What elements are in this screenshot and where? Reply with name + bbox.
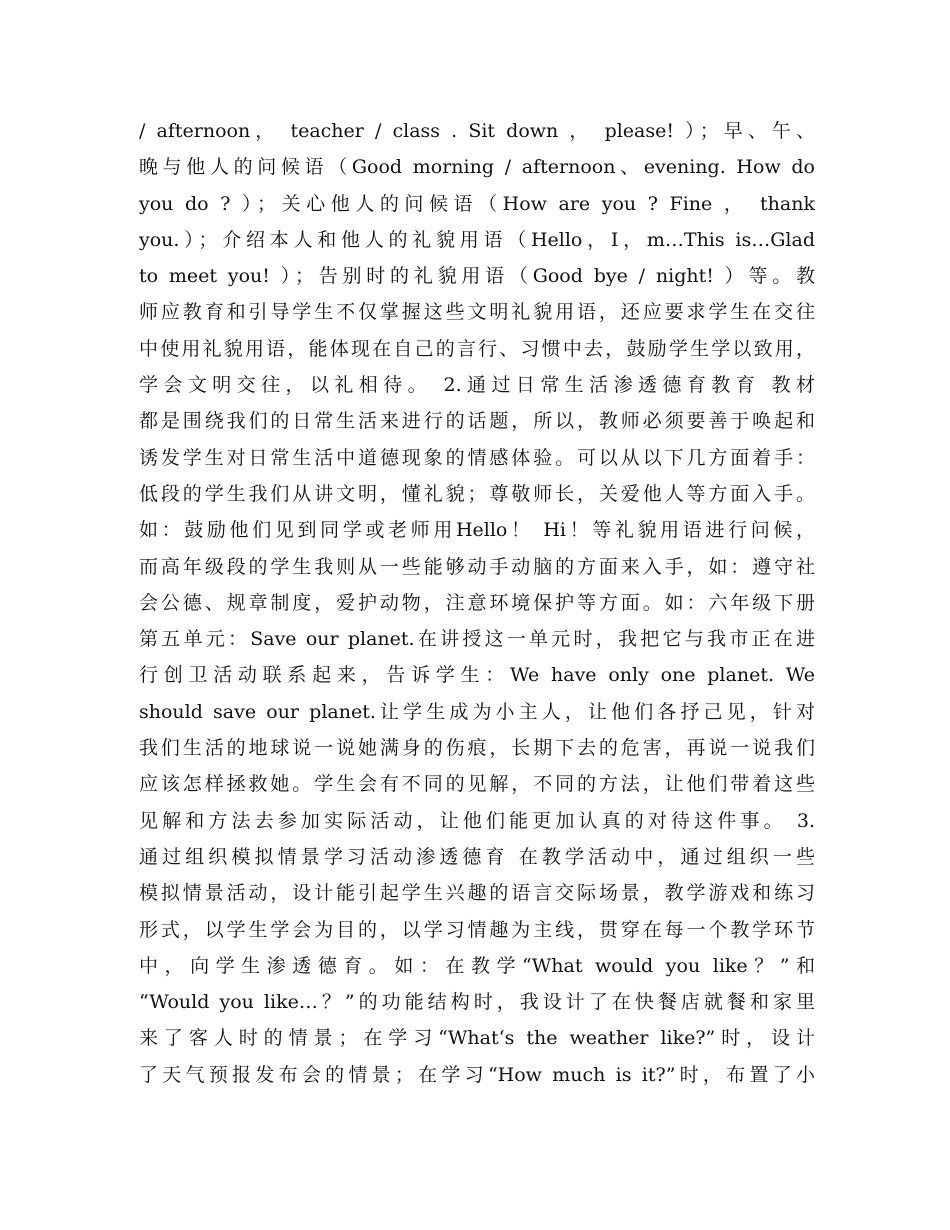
text-line: 低段的学生我们从讲文明，懂礼貌；尊敬师长，关爱他人等方面入手。: [139, 482, 815, 505]
text-line: / afternoon， teacher / class . Sit down ， please! ）；早、午、: [139, 120, 815, 142]
text-line: 学会文明交往，以礼相待。 2.通过日常生活渗透德育教育 教材: [139, 374, 815, 397]
text-line: 中使用礼貌用语，能体现在自己的言行、习惯中去，鼓励学生学以致用，: [139, 337, 815, 360]
text-line: 应该怎样拯救她。学生会有不同的见解，不同的方法，让他们带着这些: [139, 773, 815, 796]
text-line: should save our planet.让学生成为小主人，让他们各抒己见，针对: [139, 700, 815, 723]
text-line: 我们生活的地球说一说她满身的伤痕，长期下去的危害，再说一说我们: [139, 737, 815, 760]
text-line: 第五单元：Save our planet.在讲授这一单元时，我把它与我市正在进: [139, 628, 815, 651]
text-line: 见解和方法去参加实际活动，让他们能更加认真的对待这件事。 3.: [139, 809, 815, 832]
text-line: 通过组织模拟情景学习活动渗透德育 在教学活动中，通过组织一些: [139, 845, 815, 868]
text-line: 会公德、规章制度，爱护动物，注意环境保护等方面。如：六年级下册: [139, 591, 815, 614]
text-line: 晚与他人的问候语（Good morning / afternoon、evening. How do: [139, 156, 815, 179]
text-line: 如：鼓励他们见到同学或老师用Hello！ Hi！等礼貌用语进行问候，: [139, 519, 815, 542]
text-line: 形式，以学生学会为目的，以学习情趣为主线，贯穿在每一个教学环节: [139, 918, 815, 941]
text-line: to meet you! ）；告别时的礼貌用语（Good bye / night! ）等。教: [139, 265, 815, 288]
text-line: 而高年级段的学生我则从一些能够动手动脑的方面来入手，如：遵守社: [139, 555, 815, 578]
text-line: “Would you like…？”的功能结构时，我设计了在快餐店就餐和家里: [139, 991, 815, 1014]
text-line: 模拟情景活动，设计能引起学生兴趣的语言交际场景，教学游戏和练习: [139, 882, 815, 905]
text-line: 中，向学生渗透德育。如：在教学“What would you like？”和: [139, 954, 815, 977]
text-line: 师应教育和引导学生不仅掌握这些文明礼貌用语，还应要求学生在交往: [139, 301, 815, 324]
text-line: you.）；介绍本人和他人的礼貌用语（Hello，I，m…This is…Glad: [139, 228, 815, 251]
body-text: [139, 113, 815, 1093]
text-line: you do ? ）；关心他人的问候语（How are you ? Fine ， thank: [139, 192, 815, 215]
text-line: 都是围绕我们的日常生活来进行的话题，所以，教师必须要善于唤起和: [139, 410, 815, 433]
text-line: 来了客人时的情景；在学习“What‘s the weather like?”时，设计: [139, 1027, 815, 1050]
text-line: 了天气预报发布会的情景；在学习“How much is it?”时，布置了小: [139, 1063, 815, 1086]
text-line: 诱发学生对日常生活中道德现象的情感体验。可以从以下几方面着手：: [139, 446, 815, 469]
text-line: 行创卫活动联系起来，告诉学生：We have only one planet. We: [139, 664, 815, 687]
